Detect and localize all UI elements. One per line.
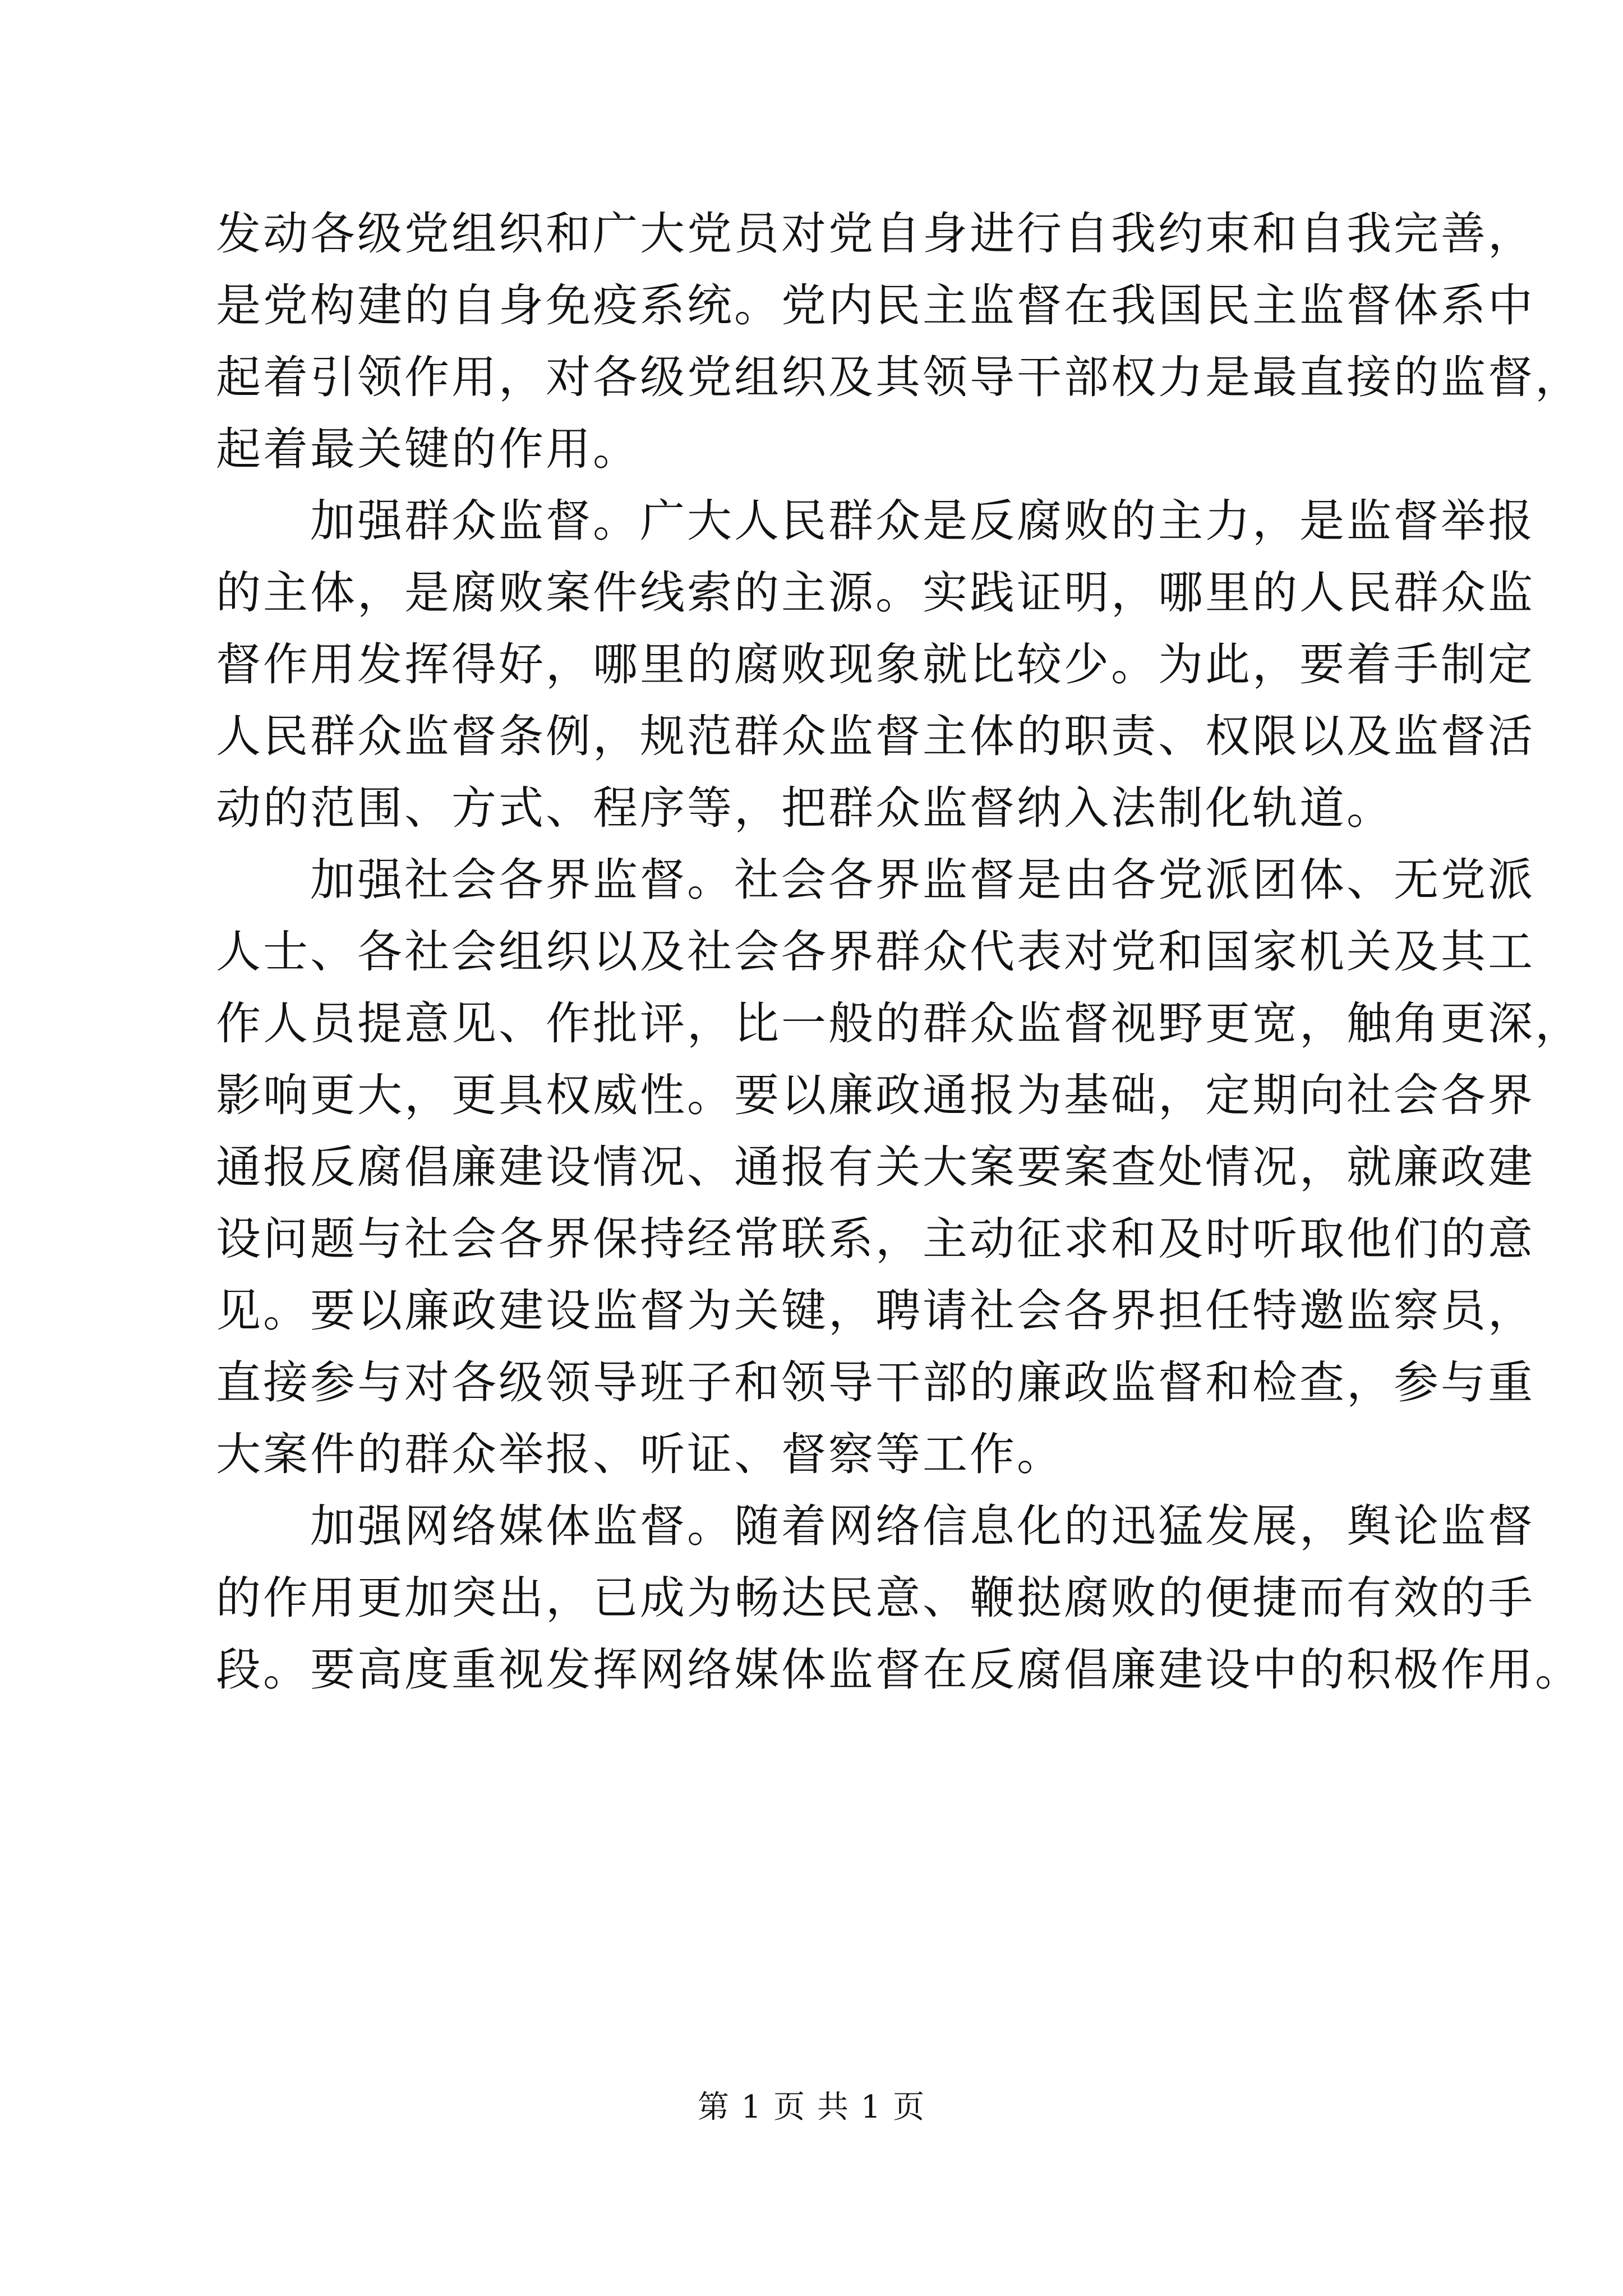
text-line: 动的范围、方式、程序等，把群众监督纳入法制化轨道。: [216, 782, 1394, 834]
text-line: 起着引领作用，对各级党组织及其领导干部权力是最直接的监督，: [216, 351, 1582, 403]
text-line: 通报反腐倡廉建设情况、通报有关大案要案查处情况，就廉政建: [216, 1141, 1535, 1193]
page-footer: [0, 2088, 1623, 2127]
paragraph-party-supervision: [216, 205, 1582, 478]
paragraph-media-supervision: [216, 1497, 1582, 1699]
document-body: [216, 205, 1582, 1713]
text-line: 人士、各社会组织以及社会各界群众代表对党和国家机关及其工: [216, 926, 1535, 978]
text-line: 设问题与社会各界保持经常联系，主动征求和及时听取他们的意: [216, 1213, 1535, 1265]
text-line: 发动各级党组织和广大党员对党自身进行自我约束和自我完善，: [216, 208, 1535, 260]
text-line: 直接参与对各级领导班子和领导干部的廉政监督和检查，参与重: [216, 1356, 1535, 1409]
text-line: 大案件的群众举报、听证、督察等工作。: [216, 1428, 1064, 1480]
text-line: 见。要以廉政建设监督为关键，聘请社会各界担任特邀监察员，: [216, 1285, 1535, 1337]
text-line: 作人员提意见、作批评，比一般的群众监督视野更宽，触角更深，: [216, 997, 1582, 1050]
paragraph-social-supervision: [216, 851, 1582, 1484]
text-line: 加强社会各界监督。社会各界监督是由各党派团体、无党派: [216, 854, 1535, 906]
text-line: 的主体，是腐败案件线索的主源。实践证明，哪里的人民群众监: [216, 567, 1535, 619]
text-line: 人民群众监督条例，规范群众监督主体的职责、权限以及监督活: [216, 710, 1535, 762]
text-line: 的作用更加突出，已成为畅达民意、鞭挞腐败的便捷而有效的手: [216, 1572, 1535, 1624]
text-line: 段。要高度重视发挥网络媒体监督在反腐倡廉建设中的积极作用。: [216, 1644, 1582, 1696]
text-line: 加强网络媒体监督。随着网络信息化的迅猛发展，舆论监督: [216, 1500, 1535, 1552]
text-line: 影响更大，更具权威性。要以廉政通报为基础，定期向社会各界: [216, 1069, 1535, 1121]
text-line: 起着最关键的作用。: [216, 423, 640, 475]
text-line: 督作用发挥得好，哪里的腐败现象就比较少。为此，要着手制定: [216, 638, 1535, 691]
page-number-label: 第 1 页 共 1 页: [697, 2089, 926, 2125]
text-line: 加强群众监督。广大人民群众是反腐败的主力，是监督举报: [216, 495, 1535, 547]
paragraph-mass-supervision: [216, 492, 1535, 838]
text-line: 是党构建的自身免疫系统。党内民主监督在我国民主监督体系中: [216, 279, 1535, 332]
